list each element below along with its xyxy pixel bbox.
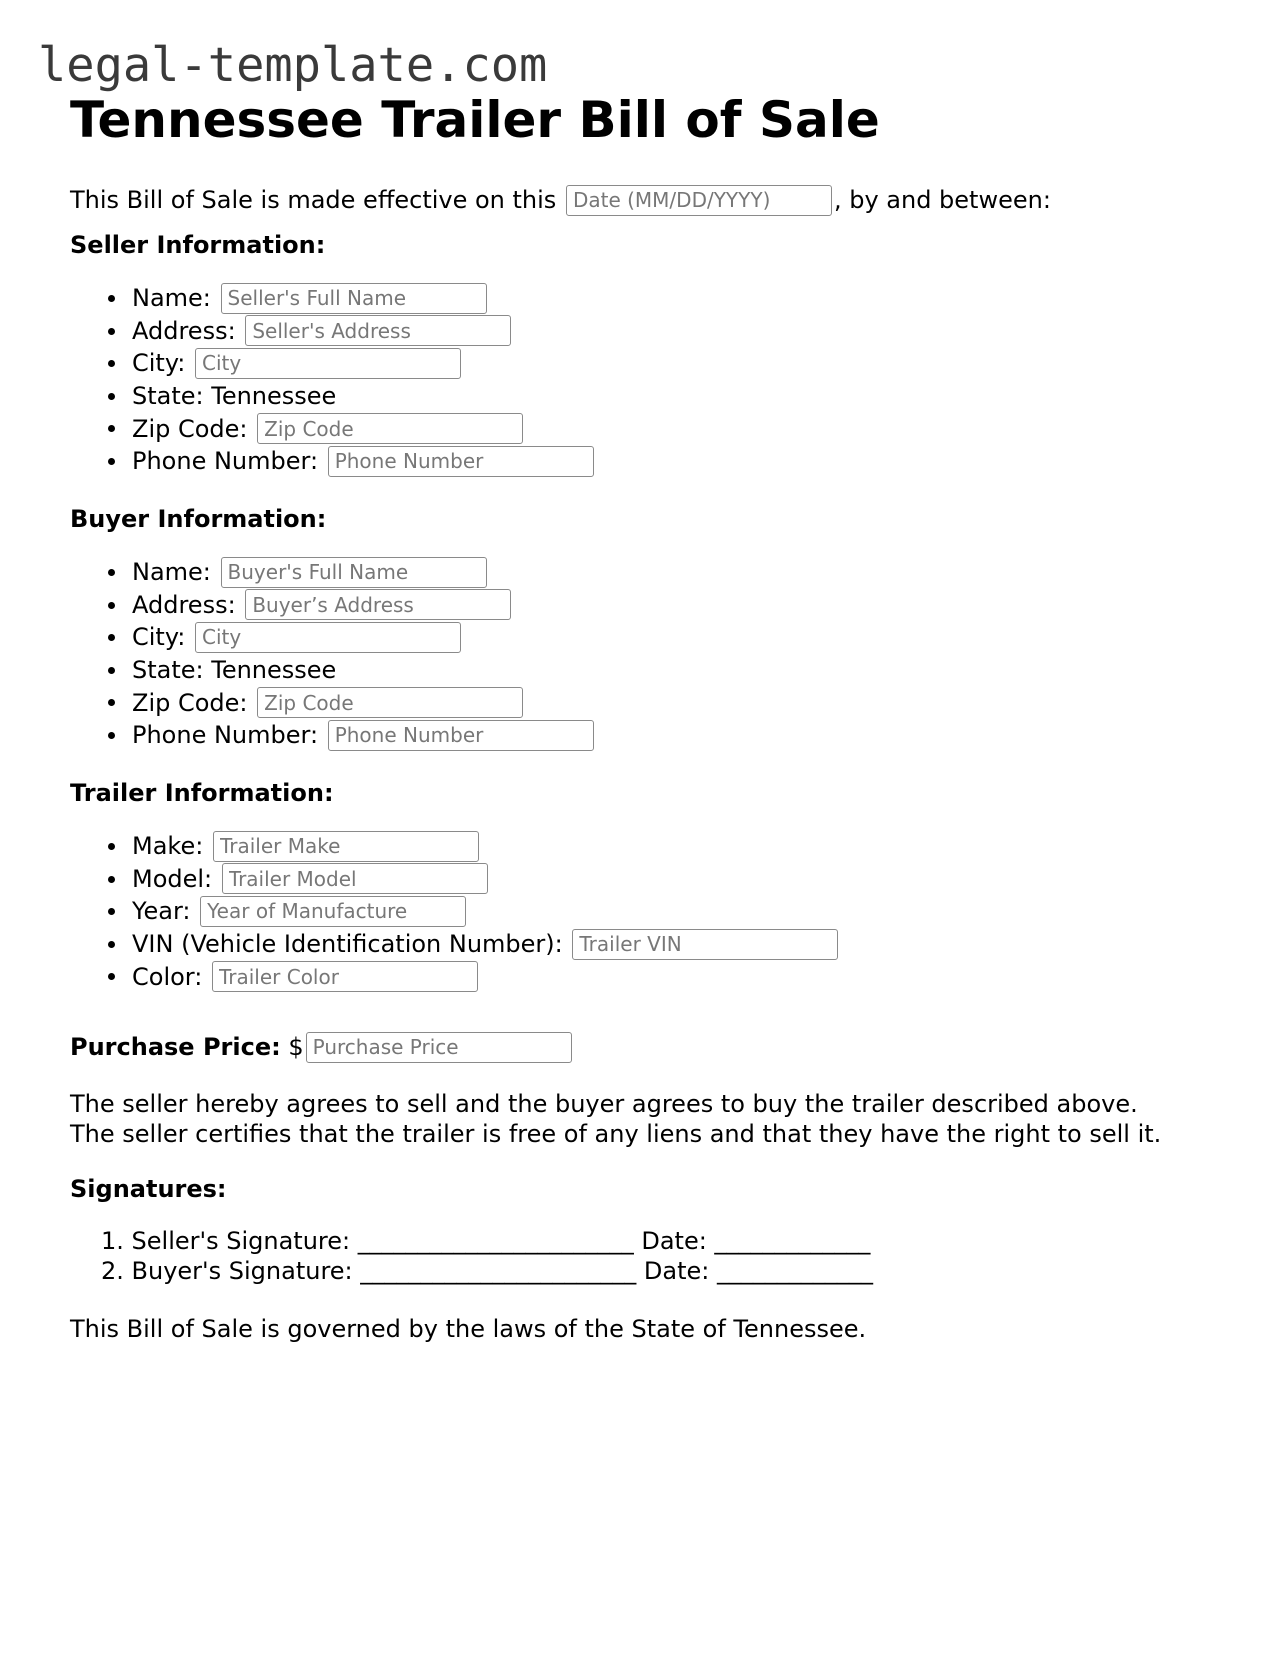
trailer-model-item [70, 863, 840, 896]
effective-date-input[interactable] [566, 185, 832, 216]
buyer-signature-line: 2. Buyer's Signature: _______________________ Date: _____________ [101, 1257, 873, 1285]
seller-zip-item [70, 412, 596, 445]
signatures-list [70, 1226, 873, 1286]
purchase-price-input[interactable] [306, 1032, 572, 1063]
trailer-make-input[interactable] [213, 831, 479, 862]
trailer-year-item [70, 895, 840, 928]
seller-city-item [70, 347, 596, 380]
trailer-year-input[interactable] [200, 896, 466, 927]
seller-state-item [70, 380, 596, 413]
buyer-phone-label: Phone Number: [132, 721, 319, 750]
seller-phone-input[interactable] [328, 446, 594, 477]
seller-city-label: City: [132, 349, 186, 378]
trailer-make-label: Make: [132, 832, 204, 861]
seller-address-input[interactable] [245, 315, 511, 346]
watermark: legal-template.com [38, 38, 548, 93]
trailer-vin-input[interactable] [572, 929, 838, 960]
buyer-city-input[interactable] [195, 622, 461, 653]
trailer-info-list [70, 830, 840, 993]
trailer-color-item [70, 960, 840, 993]
seller-signature-line: 1. Seller's Signature: _______________________ Date: _____________ [101, 1227, 871, 1255]
buyer-zip-input[interactable] [257, 687, 523, 718]
buyer-name-label: Name: [132, 558, 211, 587]
seller-address-item [70, 315, 596, 348]
intro-text-after: , by and between: [833, 186, 1051, 214]
buyer-city-label: City: [132, 623, 186, 652]
trailer-color-input[interactable] [212, 961, 478, 992]
intro-line [70, 183, 1051, 217]
trailer-color-label: Color: [132, 962, 203, 991]
seller-state-text: State: Tennessee [132, 382, 337, 411]
buyer-phone-item [70, 719, 596, 752]
page-title: Tennessee Trailer Bill of Sale [70, 91, 880, 149]
agreement-paragraph [70, 1089, 1161, 1149]
buyer-zip-item [70, 686, 596, 719]
governing-law-text: This Bill of Sale is governed by the laws of the State of Tennessee. [70, 1315, 867, 1343]
seller-name-input[interactable] [221, 283, 487, 314]
purchase-price-line [70, 1031, 574, 1063]
buyer-zip-label: Zip Code: [132, 688, 248, 717]
signatures-heading: Signatures: [70, 1175, 227, 1203]
buyer-address-input[interactable] [245, 589, 511, 620]
buyer-address-item [70, 589, 596, 622]
seller-name-label: Name: [132, 284, 211, 313]
buyer-heading: Buyer Information: [70, 505, 327, 533]
trailer-model-input[interactable] [222, 863, 488, 894]
trailer-model-label: Model: [132, 864, 213, 893]
buyer-city-item [70, 621, 596, 654]
seller-phone-item [70, 445, 596, 478]
buyer-address-label: Address: [132, 590, 236, 619]
trailer-make-item [70, 830, 840, 863]
trailer-vin-item [70, 928, 840, 961]
seller-city-input[interactable] [195, 348, 461, 379]
agreement-line-2: The seller certifies that the trailer is free of any liens and that they have the right to sell it. [70, 1120, 1162, 1148]
currency-symbol: $ [288, 1033, 304, 1061]
seller-phone-label: Phone Number: [132, 447, 319, 476]
buyer-name-item [70, 556, 596, 589]
seller-name-item [70, 282, 596, 315]
seller-address-label: Address: [132, 316, 236, 345]
trailer-heading: Trailer Information: [70, 779, 334, 807]
trailer-vin-label: VIN (Vehicle Identification Number): [132, 930, 563, 959]
seller-zip-label: Zip Code: [132, 414, 248, 443]
seller-info-list [70, 282, 596, 478]
buyer-name-input[interactable] [221, 557, 487, 588]
purchase-price-label: Purchase Price: [70, 1033, 281, 1061]
seller-zip-input[interactable] [257, 413, 523, 444]
agreement-line-1: The seller hereby agrees to sell and the buyer agrees to buy the trailer described above. [70, 1090, 1138, 1118]
buyer-info-list [70, 556, 596, 752]
seller-heading: Seller Information: [70, 231, 326, 259]
buyer-state-text: State: Tennessee [132, 656, 337, 685]
buyer-state-item [70, 654, 596, 687]
buyer-phone-input[interactable] [328, 720, 594, 751]
intro-text-before: This Bill of Sale is made effective on this [70, 186, 557, 214]
trailer-year-label: Year: [132, 897, 191, 926]
